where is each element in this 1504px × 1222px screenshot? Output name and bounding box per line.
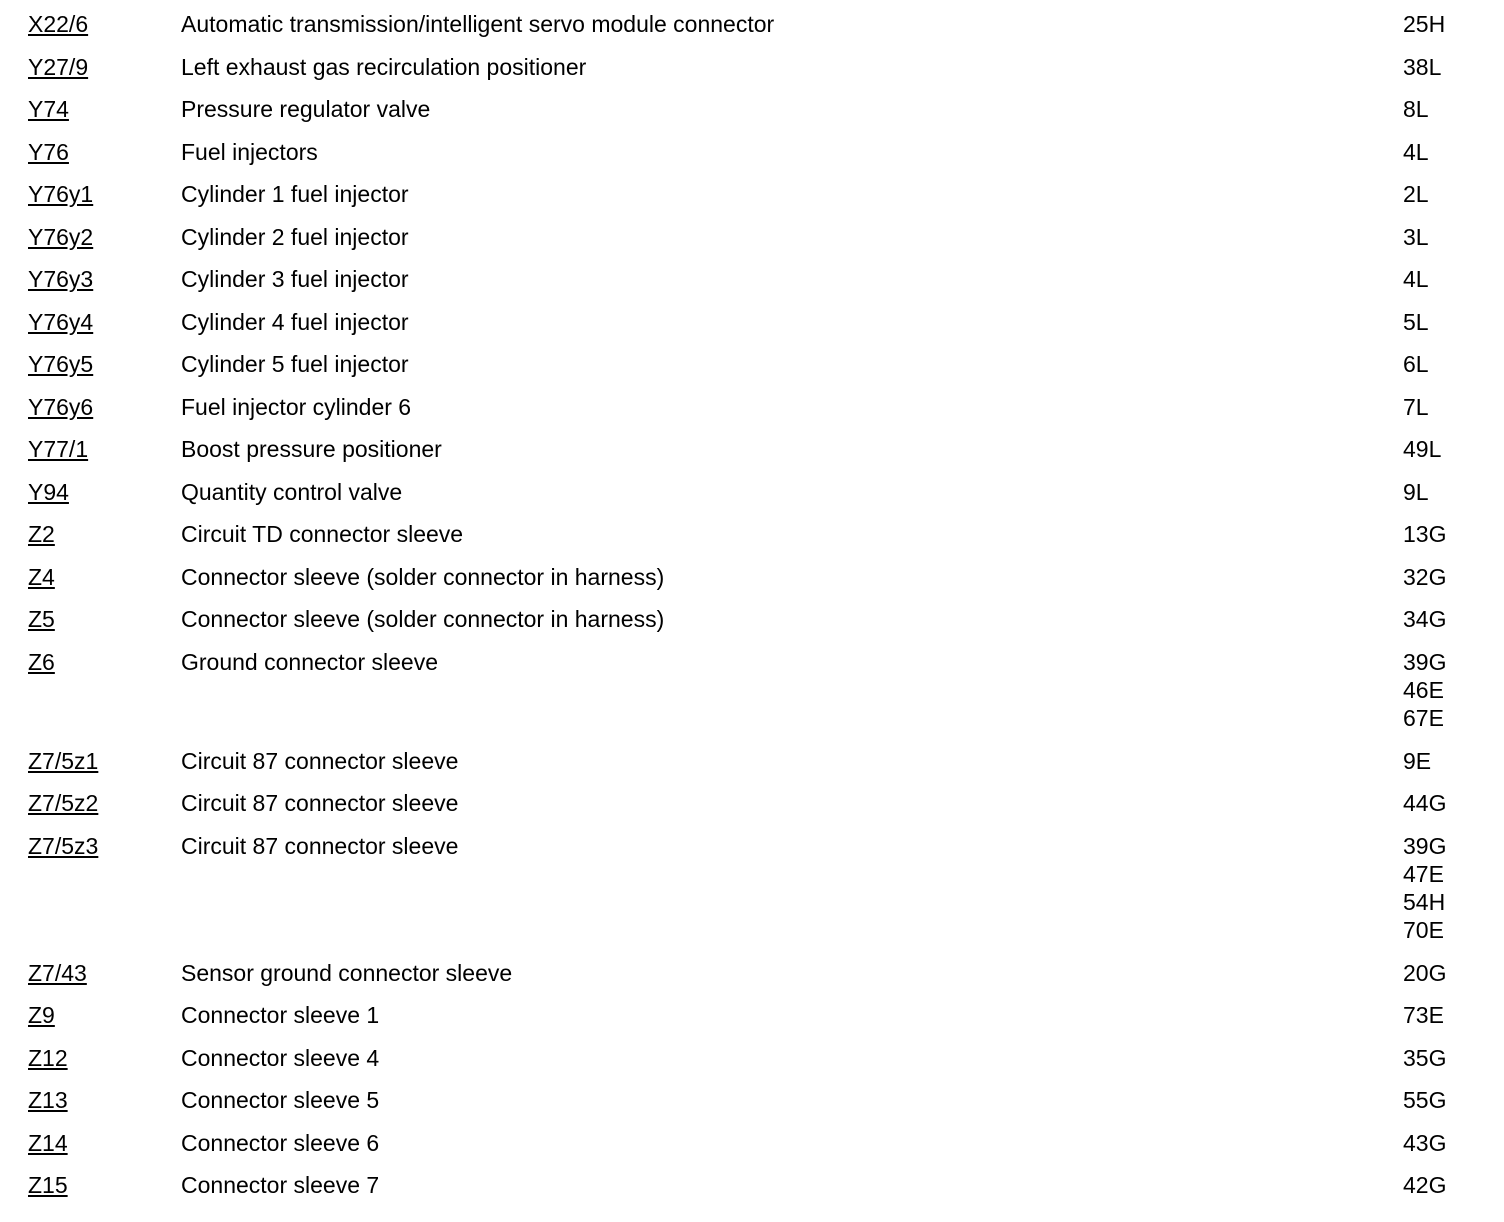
component-description: Circuit TD connector sleeve [181,521,464,547]
list-item [0,265,1504,308]
component-list [0,10,1504,1214]
list-item [0,95,1504,138]
list-item [0,1001,1504,1044]
grid-location-list [1403,435,1441,463]
list-item [0,789,1504,832]
grid-location: 46E [1403,676,1444,703]
list-item [0,648,1504,747]
component-code-link[interactable]: Y76y3 [28,266,94,292]
component-description: Sensor ground connector sleeve [181,959,513,986]
component-code-link[interactable]: Z15 [28,1172,68,1199]
grid-location-list [1403,605,1446,633]
list-item [0,1129,1504,1172]
grid-location: 35G [1403,1044,1447,1071]
component-code-link[interactable]: Z13 [28,1087,68,1114]
grid-location-list [1403,265,1429,293]
component-code-link[interactable]: Z12 [28,1044,68,1071]
list-item [0,1171,1504,1214]
component-description: Circuit 87 connector sleeve [181,747,459,774]
grid-location-list [1403,180,1429,208]
component-code-link[interactable]: Z7/5z2 [28,790,99,817]
list-item [0,520,1504,563]
grid-location-list [1403,308,1429,336]
grid-location: 3L [1403,223,1429,250]
grid-location-list [1403,747,1431,775]
component-description: Connector sleeve (solder connector in harness) [181,606,665,632]
component-code-link[interactable]: Z2 [28,521,55,547]
component-code-link[interactable]: Z5 [28,606,55,632]
grid-location-list [1403,1086,1446,1114]
component-description: Connector sleeve 6 [181,1129,380,1156]
component-code-link[interactable]: Z9 [28,1002,55,1029]
list-item [0,605,1504,648]
grid-location: 70E [1403,917,1444,944]
grid-location: 73E [1403,1002,1444,1029]
list-item [0,478,1504,521]
component-description: Cylinder 1 fuel injector [181,181,409,207]
grid-location: 39G [1403,832,1447,859]
grid-location: 8L [1403,96,1429,122]
grid-location-list [1403,53,1441,81]
grid-location-list [1403,138,1429,166]
component-description: Fuel injector cylinder 6 [181,393,412,420]
grid-location-list [1403,563,1446,591]
component-description: Fuel injectors [181,138,318,165]
grid-location-list [1403,1044,1446,1072]
grid-location: 6L [1403,351,1429,377]
grid-location: 9L [1403,478,1429,505]
component-code-link[interactable]: Y76y6 [28,393,94,420]
list-item [0,223,1504,266]
component-description: Boost pressure positioner [181,436,442,462]
list-item [0,747,1504,790]
grid-location-list [1403,1001,1444,1029]
list-item [0,138,1504,181]
component-code-link[interactable]: Y77/1 [28,436,89,462]
list-item [0,435,1504,478]
component-code-link[interactable]: Y76y1 [28,181,94,207]
grid-location: 38L [1403,53,1442,80]
grid-location: 13G [1403,521,1447,547]
component-code-link[interactable]: Z7/5z1 [28,747,99,774]
list-item [0,53,1504,96]
component-description: Circuit 87 connector sleeve [181,790,459,817]
component-description: Connector sleeve 4 [181,1044,380,1071]
component-code-link[interactable]: Z7/5z3 [28,832,99,859]
grid-location: 42G [1403,1172,1447,1199]
grid-location: 32G [1403,563,1447,590]
component-code-link[interactable]: Y74 [28,96,69,122]
component-code-link[interactable]: Z6 [28,648,55,675]
component-description: Connector sleeve 5 [181,1087,380,1114]
grid-location-list [1403,789,1446,817]
grid-location: 43G [1403,1129,1447,1156]
list-item [0,350,1504,393]
grid-location: 54H [1403,889,1446,916]
grid-location-list [1403,520,1446,548]
grid-location: 2L [1403,181,1429,207]
grid-location-list [1403,1129,1446,1157]
grid-location-list [1403,959,1446,987]
list-item [0,959,1504,1002]
component-code-link[interactable]: Y27/9 [28,53,89,80]
grid-location-list [1403,350,1429,378]
component-code-link[interactable]: Y76y2 [28,223,94,250]
component-description: Cylinder 2 fuel injector [181,223,409,250]
grid-location: 34G [1403,606,1447,632]
grid-location-list [1403,393,1429,421]
component-description: Quantity control valve [181,478,403,505]
grid-location: 9E [1403,747,1432,774]
grid-location: 39G [1403,648,1447,675]
component-description: Cylinder 5 fuel injector [181,351,409,377]
component-description: Connector sleeve (solder connector in harness) [181,563,665,590]
grid-location: 5L [1403,308,1429,335]
component-description: Left exhaust gas recirculation positioner [181,53,587,80]
component-code-link[interactable]: Y94 [28,478,69,505]
list-item [0,1044,1504,1087]
list-item [0,10,1504,53]
component-code-link[interactable]: Y76 [28,138,69,165]
grid-location: 67E [1403,705,1444,732]
component-description: Ground connector sleeve [181,648,438,675]
list-item [0,308,1504,351]
grid-location: 44G [1403,790,1447,817]
grid-location: 47E [1403,860,1444,887]
component-code-link[interactable]: Z4 [28,563,55,590]
component-description: Automatic transmission/intelligent servo module connector [181,11,775,37]
grid-location-list [1403,95,1429,123]
grid-location: 7L [1403,393,1429,420]
grid-location: 4L [1403,266,1429,292]
component-description: Cylinder 3 fuel injector [181,266,409,292]
component-description: Pressure regulator valve [181,96,431,122]
list-item [0,180,1504,223]
grid-location: 25H [1403,11,1446,37]
grid-location: 49L [1403,436,1442,462]
list-item [0,393,1504,436]
component-code-link[interactable]: Y76y5 [28,351,94,377]
component-description: Connector sleeve 7 [181,1172,380,1199]
list-item [0,832,1504,959]
component-code-link[interactable]: X22/6 [28,11,89,37]
grid-location: 4L [1403,138,1429,165]
component-code-link[interactable]: Z14 [28,1129,68,1156]
grid-location: 55G [1403,1087,1447,1114]
grid-location-list [1403,832,1446,945]
component-code-link[interactable]: Z7/43 [28,959,87,986]
grid-location-list [1403,478,1429,506]
component-description: Cylinder 4 fuel injector [181,308,409,335]
grid-location-list [1403,648,1446,733]
grid-location-list [1403,1171,1446,1199]
grid-location-list [1403,223,1429,251]
grid-location: 20G [1403,959,1447,986]
list-item [0,1086,1504,1129]
grid-location-list [1403,10,1445,38]
list-item [0,563,1504,606]
component-description: Connector sleeve 1 [181,1002,380,1029]
component-description: Circuit 87 connector sleeve [181,832,459,859]
component-code-link[interactable]: Y76y4 [28,308,94,335]
